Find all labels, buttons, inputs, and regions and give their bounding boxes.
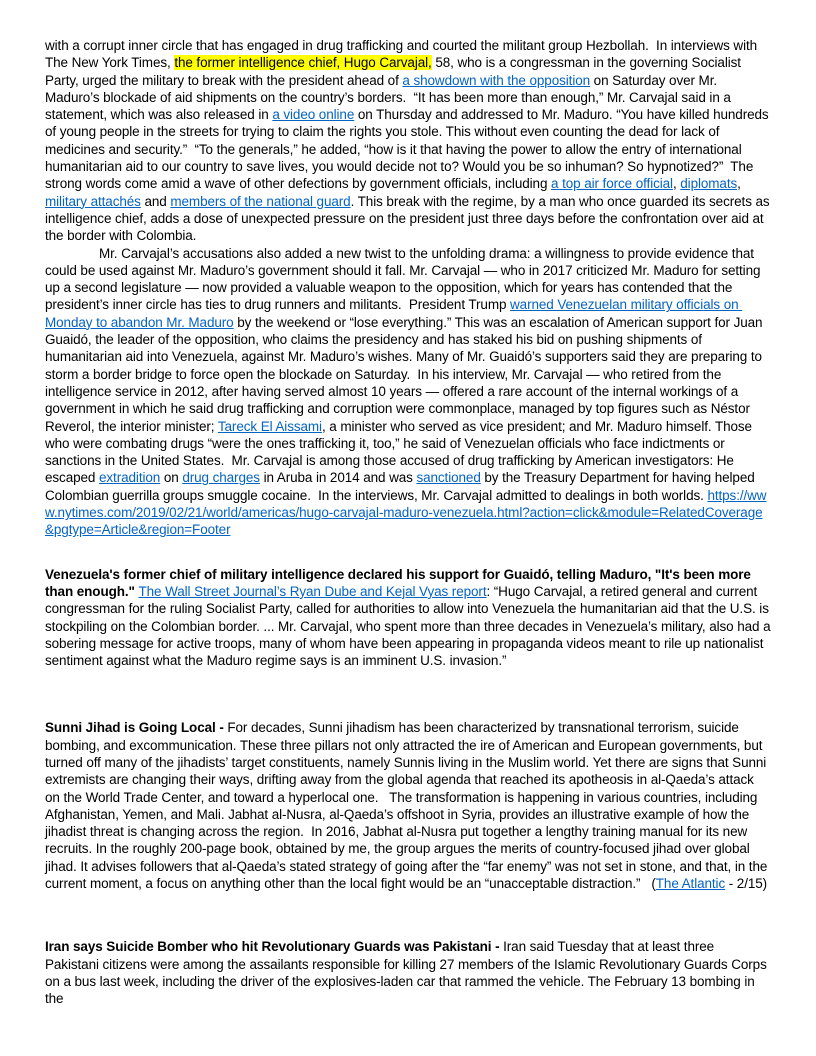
text-run: , [672, 176, 681, 192]
text-run: - 2/15) [725, 876, 768, 892]
link-drug-charges[interactable]: drug charges [182, 470, 260, 486]
text-run: For decades, Sunni jihadism has been characterized by transnational terrorism, suicide bombing, and excommunication. These three pillars not only attracted the ire of American and European governments, but turned off many of the jihadists’ target constituents, namely Sunnis living in the Muslim world. Yet there are signs that Sunni extremists are changing their ways, drifting away from the global agenda that reached its apotheosis in al-Qaeda’s attack on the World Trade Center, and toward a hyperlocal one. The transformation is happening in various countries, including Afghanistan, Yemen, and Mali. Jabhat al-Nusra, al-Qaeda’s offshoot in Syria, provides an illustrative example of how the jihadist threat is changing across the region. In 2016, Jabhat al-Nusra put together a lengthy training manual for its new recruits. In the roughly 200-page book, obtained by me, the group argues the merits of country-focused jihad over global jihad. It advises followers that al-Qaeda’s stated strategy of going after the “far enemy” was not set in stone, and that, in the current moment, a focus on anything other than the local fight would be an “unacceptable distraction.” ( [45, 720, 771, 892]
link-extradition[interactable]: extradition [99, 470, 161, 486]
link-members-national-guard[interactable]: members of the national guard [170, 193, 351, 209]
link-top-air-force-official[interactable]: a top air force official [551, 176, 673, 192]
text-run: Iran said Tuesday that at least three Pakistani citizens were among the assailants responsible for killing 27 members of the Islamic Revolutionary Guards Corps on a bus last week, including the driver of the explosives-laden car that rammed the vehicle. The February 13 bombing in the [45, 939, 771, 1007]
paragraph-wsj-carvajal [45, 566, 775, 670]
text-run: 58, who is a congressman in the governing Socialist Party, urged the military to break with the president ahead of [45, 55, 745, 88]
text-run: in Aruba in 2014 and was [259, 470, 417, 486]
text-run: on Saturday over Mr. Maduro’s blockade of aid shipments on the country’s borders. “It has been more than enough,” Mr. Carvajal said in a statement, which was also released in [45, 72, 735, 123]
link-military-attaches[interactable]: military attachés [45, 193, 141, 209]
paragraph-nyt-carvajal-details [45, 245, 771, 539]
text-run: on Thursday and addressed to Mr. Maduro. “You have killed hundreds of young people in the streets for trying to claim the rights you stole. This without even counting the dead for lack of medicines and security.” “To the generals,” he added, “how is it that having the power to allow the entry of international humanitarian aid to our country to save lives, you would decide not to? Would you be so inhuman? So hypnotized?” The strong words come amid a wave of other defections by government officials, including [45, 107, 773, 192]
text-run: with a corrupt inner circle that has engaged in drug trafficking and courted the militant group Hezbollah. In interviews with The New York Times, [45, 38, 761, 71]
link-the-atlantic[interactable]: The Atlantic [655, 876, 726, 892]
text-run: on [160, 470, 183, 486]
paragraph-sunni-jihad [45, 719, 771, 892]
link-diplomats[interactable]: diplomats [680, 176, 738, 192]
paragraph-iran-bomber [45, 938, 771, 1007]
bold-lead-iran-bomber: Iran says Suicide Bomber who hit Revolutionary Guards was Pakistani - [45, 939, 504, 955]
text-run: , a minister who served as vice president; and Mr. Maduro himself. Those who were combating drugs “were the ones trafficking it, too,” he said of Venezuelan officials who face indictments or sanctions in the United States. Mr. Carvajal is among those accused of drug trafficking by American investigators: He escaped [45, 418, 756, 486]
link-video-online[interactable]: a video online [272, 107, 355, 123]
link-wsj-report[interactable]: The Wall Street Journal’s Ryan Dube and Kejal Vyas report [138, 583, 487, 599]
link-tareck-el-aissami[interactable]: Tareck El Aissami [217, 418, 322, 434]
text-run: by the weekend or “lose everything.” This was an escalation of American support for Juan Guaidó, the leader of the opposition, who claims the presidency and has staked his bid on pushing shipments of humanitarian aid into Venezuela, against Mr. Maduro’s wishes. Many of Mr. Guaidó’s supporters said they are preparing to storm a border bridge to force open the blockade on Saturday. In his interview, Mr. Carvajal — who retired from the intelligence service in 2012, after having served almost 10 years — offered a rare account of the internal workings of a government in which he said drug trafficking and corruption were commonplace, managed by top figures such as Néstor Reverol, the interior minister; [45, 314, 767, 434]
text-run: by the Treasury Department for having helped Colombian guerrilla groups smuggle cocaine. In the interviews, Mr. Carvajal admitted to dealings in both worlds. [45, 470, 759, 503]
link-showdown-with-opposition[interactable]: a showdown with the opposition [402, 72, 591, 88]
link-sanctioned[interactable]: sanctioned [416, 470, 481, 486]
text-run: . This break with the regime, by a man who once guarded its secrets as intelligence chief, adds a dose of unexpected pressure on the president just three days before the confrontation over aid at the border with Colombia. [45, 193, 774, 244]
paragraph-nyt-carvajal-intro [45, 37, 774, 245]
text-run: Mr. Carvajal’s accusations also added a new twist to the unfolding drama: a willingness to provide evidence that could be used against Mr. Maduro’s government should it fall. Mr. Carvajal — who in 2017 criticized Mr. Maduro for setting up a second legislature — now provided a valuable weapon to the opposition, which for years has contended that the president’s inner circle has ties to drug runners and militants. President Trump [45, 245, 765, 313]
bold-lead-sunni-jihad: Sunni Jihad is Going Local - [45, 720, 228, 736]
text-run: : “Hugo Carvajal, a retired general and current congressman for the ruling Socialist Party, called for authorities to allow into Venezuela the humanitarian aid that the U.S. is stockpiling on the Colombian border. ... Mr. Carvajal, who spent more than three decades in Venezuela’s military, also had a sobering message for active troops, many of whom have been appearing in propaganda videos meant to rile up nationalist sentiment against what the Maduro regime says is an imminent U.S. invasion.” [45, 583, 775, 669]
link-warned-venezuelan-officials[interactable]: warned Venezuelan military officials on Monday to abandon Mr. Maduro [45, 297, 743, 330]
bold-lead-wsj: Venezuela's former chief of military intelligence declared his support for Guaidó, telling Maduro, "It's been more than enough." [45, 566, 755, 599]
text-run: and [140, 193, 171, 209]
link-nytimes-article-url[interactable]: https://www.nytimes.com/2019/02/21/world/americas/hugo-carvajal-maduro-venezuela.html?action=click&module=RelatedCoverage&pgtype=Article&region=Footer [45, 487, 767, 538]
text-run: , [737, 176, 745, 192]
highlighted-text-carvajal: the former intelligence chief, Hugo Carvajal, [174, 55, 432, 71]
